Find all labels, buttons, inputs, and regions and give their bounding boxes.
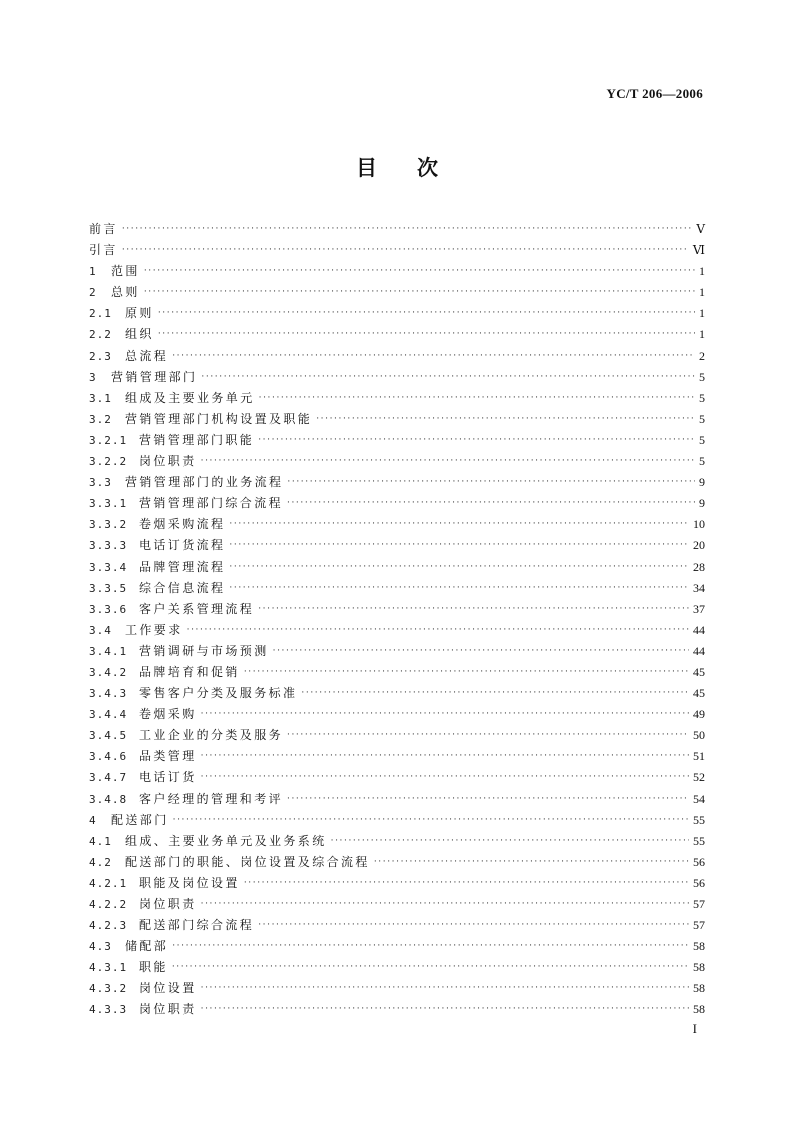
toc-entry[interactable] bbox=[89, 430, 705, 451]
toc-entry-number: 3.3.6 bbox=[89, 602, 128, 616]
toc-entry-title: 组织 bbox=[125, 327, 154, 342]
toc-entry-number: 3.4.6 bbox=[89, 750, 128, 764]
toc-entry-page: 5 bbox=[699, 390, 705, 405]
toc-leader-dots bbox=[316, 409, 695, 430]
toc-entry-title: 职能及岗位设置 bbox=[139, 875, 240, 890]
toc-leader-dots bbox=[201, 978, 689, 999]
toc-entry-page: 2 bbox=[699, 348, 705, 363]
page-number: I bbox=[692, 1021, 697, 1036]
toc-entry-number: 2.2 bbox=[89, 328, 112, 342]
toc-entry[interactable] bbox=[89, 704, 705, 725]
toc-entry[interactable] bbox=[89, 978, 705, 999]
toc-entry[interactable] bbox=[89, 767, 705, 788]
toc-entry-page: 56 bbox=[693, 854, 705, 869]
toc-entry-title: 品牌管理流程 bbox=[139, 559, 226, 574]
toc-entry-page: 5 bbox=[699, 369, 705, 384]
toc-leader-dots bbox=[201, 704, 689, 725]
toc-entry-page: 57 bbox=[693, 897, 705, 911]
toc-leader-dots bbox=[229, 535, 689, 556]
toc-entry-number: 3.3.3 bbox=[89, 539, 128, 553]
toc-entry-title: 前言 bbox=[89, 222, 118, 236]
toc-entry-page: Ⅴ bbox=[696, 222, 705, 236]
toc-leader-dots bbox=[122, 240, 689, 261]
toc-entry-title: 品牌培育和促销 bbox=[139, 664, 240, 679]
toc-entry-title: 组成、主要业务单元及业务系统 bbox=[125, 833, 327, 848]
toc-entry-number: 4.2.1 bbox=[89, 876, 128, 890]
toc-leader-dots bbox=[172, 936, 689, 957]
toc-entry-number: 4.3.1 bbox=[89, 961, 128, 975]
toc-entry-page: 28 bbox=[693, 559, 705, 574]
toc-leader-dots bbox=[201, 894, 689, 915]
toc-entry-title: 营销管理部门的业务流程 bbox=[125, 475, 284, 490]
toc-entry[interactable] bbox=[89, 324, 705, 345]
toc-entry-title: 客户关系管理流程 bbox=[139, 601, 255, 616]
toc-leader-dots bbox=[122, 219, 693, 240]
toc-entry-page: 58 bbox=[693, 939, 705, 954]
toc-leader-dots bbox=[201, 451, 695, 472]
toc-entry[interactable] bbox=[89, 683, 705, 704]
toc-entry-number: 3.4.5 bbox=[89, 729, 128, 743]
toc-entry[interactable] bbox=[89, 240, 705, 261]
toc-entry-page: 54 bbox=[693, 791, 705, 806]
toc-leader-dots bbox=[158, 324, 695, 345]
toc-leader-dots bbox=[229, 578, 689, 599]
toc-entry-title: 总流程 bbox=[125, 348, 169, 363]
toc-leader-dots bbox=[287, 725, 689, 746]
toc-leader-dots bbox=[144, 261, 695, 282]
toc-entry-page: 1 bbox=[699, 285, 705, 300]
toc-entry-page: 58 bbox=[693, 981, 705, 996]
toc-entry-number: 4.3.3 bbox=[89, 1003, 128, 1017]
toc-entry[interactable] bbox=[89, 873, 705, 894]
toc-entry-title: 配送部门 bbox=[111, 812, 169, 827]
toc-entry-number: 3.4 bbox=[89, 623, 112, 637]
toc-entry[interactable] bbox=[89, 746, 705, 767]
toc-entry-number: 3 bbox=[89, 370, 97, 384]
toc-entry-title: 卷烟采购流程 bbox=[139, 517, 226, 532]
toc-entry[interactable] bbox=[89, 219, 705, 240]
toc-entry-title: 总则 bbox=[111, 285, 140, 300]
toc-entry-page: 51 bbox=[693, 749, 705, 764]
toc-entry[interactable] bbox=[89, 936, 705, 957]
toc-entry[interactable] bbox=[89, 999, 705, 1020]
toc-entry-title: 配送部门综合流程 bbox=[139, 918, 255, 933]
toc-entry-page: 1 bbox=[699, 327, 705, 342]
toc-entry-title: 卷烟采购 bbox=[139, 707, 197, 722]
toc-entry-page: Ⅵ bbox=[692, 243, 705, 258]
toc-entry[interactable] bbox=[89, 409, 705, 430]
page-title-part1: 目 bbox=[356, 156, 377, 180]
toc-entry[interactable] bbox=[89, 557, 705, 578]
toc-entry-number: 3.3.5 bbox=[89, 581, 128, 595]
toc-entry[interactable] bbox=[89, 388, 705, 409]
toc-entry[interactable] bbox=[89, 641, 705, 662]
toc-entry-number: 2.3 bbox=[89, 349, 112, 363]
toc-entry[interactable] bbox=[89, 578, 705, 599]
toc-entry-page: 34 bbox=[693, 580, 705, 595]
toc-leader-dots bbox=[287, 472, 695, 493]
toc-entry[interactable] bbox=[89, 303, 705, 324]
toc-leader-dots bbox=[244, 662, 689, 683]
toc-entry-number: 3.2.1 bbox=[89, 433, 128, 447]
toc-entry[interactable] bbox=[89, 451, 705, 472]
toc-entry-page: 56 bbox=[693, 875, 705, 890]
toc-entry-page: 5 bbox=[699, 432, 705, 447]
toc-entry-number: 4.2.3 bbox=[89, 919, 128, 933]
toc-entry-page: 58 bbox=[693, 1002, 705, 1017]
toc-entry-title: 原则 bbox=[125, 306, 154, 321]
page-title-part2: 次 bbox=[417, 156, 438, 180]
table-of-contents bbox=[89, 219, 705, 1021]
toc-leader-dots bbox=[158, 303, 695, 324]
toc-entry-title: 储配部 bbox=[125, 939, 169, 954]
toc-entry[interactable] bbox=[89, 852, 705, 873]
toc-leader-dots bbox=[273, 641, 689, 662]
toc-leader-dots bbox=[258, 430, 695, 451]
toc-entry-number: 1 bbox=[89, 265, 97, 279]
toc-leader-dots bbox=[331, 831, 689, 852]
toc-entry[interactable] bbox=[89, 810, 705, 831]
toc-entry-number: 2 bbox=[89, 286, 97, 300]
toc-entry[interactable] bbox=[89, 367, 705, 388]
toc-entry-title: 引言 bbox=[89, 243, 118, 258]
toc-entry[interactable] bbox=[89, 535, 705, 556]
toc-entry-title: 岗位职责 bbox=[139, 454, 197, 469]
toc-leader-dots bbox=[173, 810, 689, 831]
toc-entry-title: 岗位职责 bbox=[139, 1002, 197, 1017]
toc-entry-number: 3.3.1 bbox=[89, 497, 128, 511]
toc-leader-dots bbox=[258, 599, 689, 620]
toc-entry-page: 37 bbox=[693, 601, 705, 616]
toc-leader-dots bbox=[201, 999, 689, 1020]
toc-entry-number: 3.4.1 bbox=[89, 644, 128, 658]
toc-entry-page: 5 bbox=[699, 411, 705, 426]
toc-entry-number: 2.1 bbox=[89, 307, 112, 321]
toc-leader-dots bbox=[287, 493, 695, 514]
toc-entry-title: 电话订货 bbox=[139, 770, 197, 785]
toc-entry-number: 3.3.4 bbox=[89, 560, 128, 574]
toc-entry-number: 3.4.8 bbox=[89, 792, 128, 806]
toc-entry-page: 1 bbox=[699, 306, 705, 321]
toc-leader-dots bbox=[259, 388, 695, 409]
toc-entry-title: 品类管理 bbox=[139, 749, 197, 764]
toc-entry-number: 4.2 bbox=[89, 855, 112, 869]
toc-leader-dots bbox=[144, 282, 695, 303]
toc-entry-number: 3.1 bbox=[89, 391, 112, 405]
toc-entry-page: 10 bbox=[693, 517, 705, 532]
toc-entry-page: 57 bbox=[693, 918, 705, 933]
toc-entry-title: 岗位职责 bbox=[139, 897, 197, 911]
toc-entry-page: 55 bbox=[693, 833, 705, 848]
toc-entry-number: 4.3.2 bbox=[89, 982, 128, 996]
toc-entry-title: 职能 bbox=[139, 960, 168, 975]
toc-entry[interactable] bbox=[89, 599, 705, 620]
toc-entry-number: 3.4.3 bbox=[89, 687, 128, 701]
toc-leader-dots bbox=[258, 915, 689, 936]
toc-leader-dots bbox=[201, 767, 689, 788]
toc-entry-title: 范围 bbox=[111, 264, 140, 279]
toc-entry[interactable] bbox=[89, 662, 705, 683]
toc-entry-number: 4 bbox=[89, 813, 97, 827]
toc-entry[interactable] bbox=[89, 472, 705, 493]
toc-entry-title: 营销管理部门职能 bbox=[139, 432, 255, 447]
toc-entry-title: 配送部门的职能、岗位设置及综合流程 bbox=[125, 854, 370, 869]
toc-entry-title: 营销管理部门机构设置及职能 bbox=[125, 411, 313, 426]
toc-entry-number: 3.4.7 bbox=[89, 771, 128, 785]
toc-entry-number: 3.3 bbox=[89, 476, 112, 490]
toc-entry-title: 工作要求 bbox=[125, 622, 183, 637]
toc-entry-title: 电话订货流程 bbox=[139, 538, 226, 553]
toc-entry[interactable] bbox=[89, 346, 705, 367]
toc-entry-page: 5 bbox=[699, 454, 705, 469]
toc-leader-dots bbox=[229, 557, 689, 578]
toc-leader-dots bbox=[374, 852, 689, 873]
toc-entry-title: 零售客户分类及服务标准 bbox=[139, 686, 298, 701]
toc-entry-title: 营销管理部门综合流程 bbox=[139, 496, 284, 511]
standard-code-header: YC/T 206—2006 bbox=[606, 86, 703, 101]
toc-entry-number: 3.4.4 bbox=[89, 708, 128, 722]
toc-entry-title: 营销管理部门 bbox=[111, 369, 198, 384]
toc-leader-dots bbox=[287, 789, 689, 810]
toc-entry-page: 55 bbox=[693, 812, 705, 827]
toc-leader-dots bbox=[201, 746, 689, 767]
toc-entry[interactable] bbox=[89, 493, 705, 514]
toc-entry[interactable] bbox=[89, 789, 705, 810]
toc-entry[interactable] bbox=[89, 261, 705, 282]
toc-entry-page: 44 bbox=[693, 643, 705, 658]
toc-entry-number: 3.4.2 bbox=[89, 665, 128, 679]
toc-entry-page: 45 bbox=[693, 686, 705, 701]
toc-entry[interactable] bbox=[89, 831, 705, 852]
toc-entry-page: 49 bbox=[693, 707, 705, 722]
toc-entry[interactable] bbox=[89, 514, 705, 535]
toc-entry[interactable] bbox=[89, 957, 705, 978]
toc-entry-number: 4.1 bbox=[89, 834, 112, 848]
toc-entry-title: 营销调研与市场预测 bbox=[139, 643, 269, 658]
toc-entry-number: 3.2 bbox=[89, 412, 112, 426]
page-title bbox=[0, 152, 794, 182]
toc-leader-dots bbox=[172, 346, 695, 367]
toc-entry[interactable] bbox=[89, 620, 705, 641]
toc-entry-title: 组成及主要业务单元 bbox=[125, 390, 255, 405]
toc-leader-dots bbox=[187, 620, 689, 641]
toc-entry-page: 58 bbox=[693, 960, 705, 975]
toc-entry[interactable] bbox=[89, 725, 705, 746]
toc-entry-number: 4.3 bbox=[89, 940, 112, 954]
toc-entry-page: 52 bbox=[693, 770, 705, 785]
toc-entry-number: 4.2.2 bbox=[89, 898, 128, 911]
toc-entry-page: 45 bbox=[693, 664, 705, 679]
toc-entry-title: 客户经理的管理和考评 bbox=[139, 791, 284, 806]
toc-leader-dots bbox=[172, 957, 689, 978]
toc-leader-dots bbox=[229, 514, 689, 535]
toc-entry[interactable] bbox=[89, 894, 705, 915]
toc-leader-dots bbox=[301, 683, 689, 704]
toc-entry[interactable] bbox=[89, 915, 705, 936]
toc-entry-page: 44 bbox=[693, 622, 705, 637]
toc-entry-title: 工业企业的分类及服务 bbox=[139, 728, 284, 743]
toc-entry-number: 3.3.2 bbox=[89, 518, 128, 532]
toc-entry-title: 岗位设置 bbox=[139, 981, 197, 996]
toc-entry-page: 9 bbox=[699, 475, 705, 490]
toc-entry-page: 50 bbox=[693, 728, 705, 743]
toc-entry-page: 1 bbox=[699, 264, 705, 279]
toc-entry-page: 20 bbox=[693, 538, 705, 553]
toc-leader-dots bbox=[244, 873, 689, 894]
toc-leader-dots bbox=[201, 367, 695, 388]
toc-entry-number: 3.2.2 bbox=[89, 455, 128, 469]
toc-entry[interactable] bbox=[89, 282, 705, 303]
toc-entry-title: 综合信息流程 bbox=[139, 580, 226, 595]
toc-entry-page: 9 bbox=[699, 496, 705, 511]
